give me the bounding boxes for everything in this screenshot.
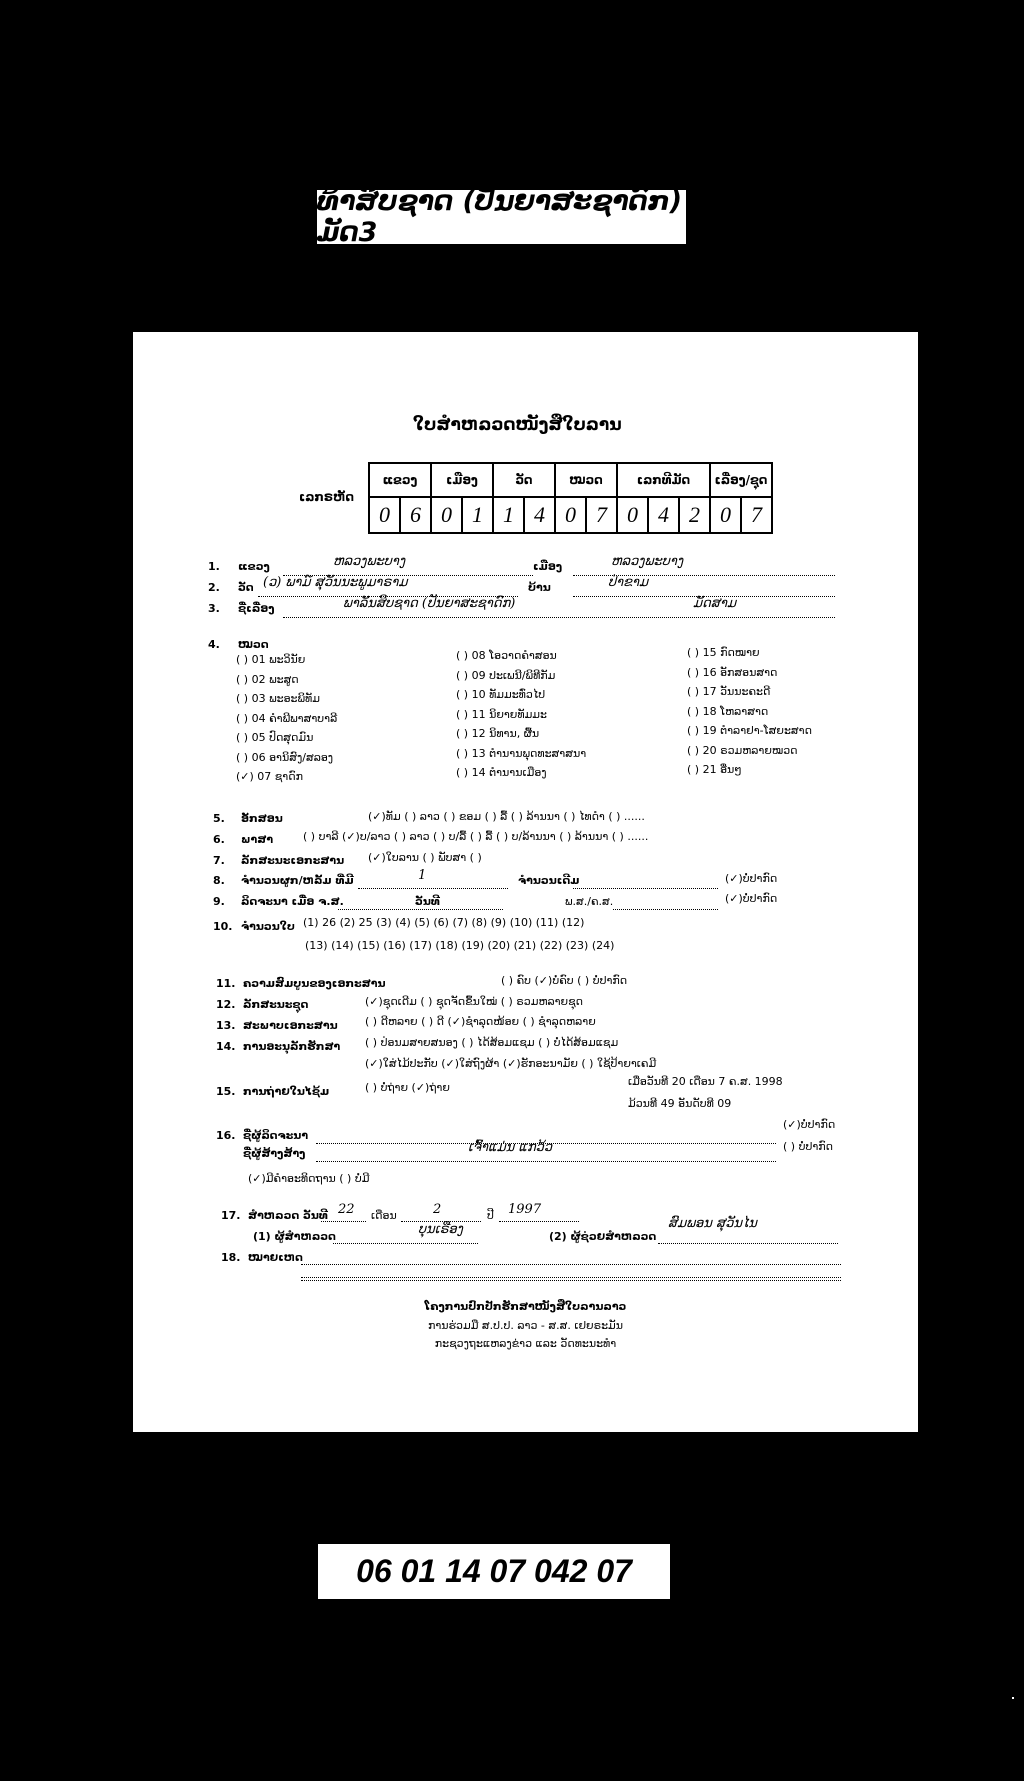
province-value: ຫລວງພະບາງ xyxy=(333,554,406,569)
material-label: ລັກສະນະເອກະສານ xyxy=(241,854,345,867)
category-option[interactable]: ( ) 12 ນິທານ, ຜື້ນ xyxy=(456,727,540,740)
code-digit: 1 xyxy=(462,497,493,533)
bundle-count-label: ຈຳນວນຜູກ/ຫລັ້ມ ທີ່ມີ xyxy=(241,874,354,887)
microfilm-label: ການຖ່າຍໃນໄຊ້ມ xyxy=(243,1085,330,1098)
survey-year-line xyxy=(499,1221,579,1222)
survey-form-sheet xyxy=(133,332,918,1432)
field-number: 13. xyxy=(216,1019,236,1032)
code-digit: 4 xyxy=(524,497,555,533)
survey-date-label: ສໍາຫລວດ ວັນທີ xyxy=(248,1209,328,1222)
condition-label: ສະພາບເອກະສານ xyxy=(243,1019,338,1032)
code-digit: 4 xyxy=(648,497,679,533)
code-digit: 0 xyxy=(431,497,462,533)
microfilm-options[interactable]: ( ) ບໍ່ຖ່າຍ (✓)ຖ່າຍ xyxy=(365,1081,450,1094)
title-value: ພາລັນສິບຊາດ (ປັນຍາສະຊາດົກ) xyxy=(343,596,516,611)
remarks-label: ໝາຍເຫດ xyxy=(248,1251,303,1264)
scribe-option[interactable]: (✓)ບໍ່ປາກົດ xyxy=(783,1118,836,1131)
language-label: ພາສາ xyxy=(241,833,274,846)
remarks-line-1 xyxy=(301,1264,841,1265)
code-digit: 7 xyxy=(741,497,772,533)
survey-year-label: ປີ xyxy=(487,1209,494,1222)
code-header-province: ແຂວງ xyxy=(369,463,431,497)
field-number: 2. xyxy=(208,581,220,594)
category-option[interactable]: ( ) 08 ໂອວາດຄຳສອນ xyxy=(456,649,557,662)
village-label: ບ້ານ xyxy=(528,581,551,594)
category-option[interactable]: ( ) 15 ກົດໝາຍ xyxy=(687,646,760,659)
field-number: 6. xyxy=(213,833,225,846)
code-label: ເລກຣຫັດ xyxy=(299,490,354,504)
donor-label: ຊື່ຜູ້ສ້າງສ້າງ xyxy=(243,1147,306,1160)
code-header-temple: ວັດ xyxy=(493,463,555,497)
completeness-label: ຄວາມສົມບູນຂອງເອກະສານ xyxy=(243,977,386,990)
category-option[interactable]: ( ) 02 ພະສູດ xyxy=(236,672,299,686)
category-option[interactable]: ( ) 18 ໂຫລາສາດ xyxy=(687,704,769,718)
category-option[interactable]: ( ) 05 ປົດສຸດມົນ xyxy=(236,731,314,744)
field-number: 5. xyxy=(213,812,225,825)
code-digit: 6 xyxy=(400,497,431,533)
title-line xyxy=(283,617,835,618)
category-option[interactable]: ( ) 20 ຣວມຫລາຍໝວດ xyxy=(687,743,798,757)
leaf-count-label: ຈຳນວນໃບ xyxy=(241,920,295,933)
field-number: 4. xyxy=(208,638,220,651)
village-value: ປ່າຂາມ xyxy=(608,575,649,590)
category-option[interactable]: ( ) 21 ອື່ນໆ xyxy=(687,763,742,776)
category-column-2 xyxy=(456,646,586,783)
era-line xyxy=(613,909,718,910)
title-label: ຊື່ເລື່ອງ xyxy=(238,602,275,615)
completeness-options[interactable]: ( ) ຄົບ (✓)ບໍ່ຄົບ ( ) ບໍ່ປາກົດ xyxy=(501,974,628,987)
district-label: ເມືອງ xyxy=(533,560,563,573)
code-header-bundle: ເລກທີມັດ xyxy=(617,463,710,497)
code-digit: 2 xyxy=(679,497,710,533)
code-table xyxy=(368,462,773,534)
category-option[interactable]: ( ) 17 ວັນນະຄະດີ xyxy=(687,685,771,698)
original-count-option[interactable]: (✓)ບໍ່ປາກົດ xyxy=(725,872,778,885)
script-options[interactable]: (✓)ທັມ ( ) ລາວ ( ) ຂອມ ( ) ລື້ ( ) ລ້ານນາ ( ) ໄທດໍາ ( ) ...... xyxy=(368,810,645,823)
header-title-label: ທ້າສິບຊາດ (ປັນຍາສະຊາດົກ) ມັດ3 xyxy=(317,190,686,244)
code-header-district: ເມືອງ xyxy=(431,463,493,497)
field-number: 9. xyxy=(213,895,225,908)
assistant-value: ສົມພອນ ສຸວັນໄນ xyxy=(668,1216,757,1231)
assistant-line xyxy=(658,1243,838,1244)
leaf-count-line-2: (13) (14) (15) (16) (17) (18) (19) (20) (21) (22) (23) (24) xyxy=(305,939,615,952)
survey-day-line xyxy=(321,1221,366,1222)
category-option[interactable]: ( ) 03 ພະອະພິທັມ xyxy=(236,692,320,705)
footer-cooperation: ການຮ່ວມມື ສ.ປ.ປ. ລາວ - ສ.ສ. ເຢຍຣະມັນ xyxy=(427,1319,624,1332)
script-label: ອັກສອນ xyxy=(241,812,283,825)
survey-month: 2 xyxy=(433,1202,442,1217)
inscription-date-option[interactable]: (✓)ບໍ່ປາກົດ xyxy=(725,892,778,905)
field-number: 12. xyxy=(216,998,236,1011)
field-number: 11. xyxy=(216,977,236,990)
preservation-options-1[interactable]: ( ) ປ່ອນມສາຍສນອງ ( ) ໄດ້ສ້ອມແຊມ ( ) ບໍ່ໄດ້ສ້ອມແຊມ xyxy=(365,1036,619,1049)
field-number: 16. xyxy=(216,1129,236,1142)
survey-year: 1997 xyxy=(508,1202,542,1217)
condition-options[interactable]: ( ) ດີຫລາຍ ( ) ດີ (✓)ຊຳລຸດໜ້ອຍ ( ) ຊຳລຸດຫລາຍ xyxy=(365,1015,596,1028)
surveyor-value: ບຸນເຣືອງ xyxy=(418,1222,463,1237)
leaf-count-line-1: (1) 26 (2) 25 (3) (4) (5) (6) (7) (8) (9) (10) (11) (12) xyxy=(303,916,585,929)
code-digit: 1 xyxy=(493,497,524,533)
category-option[interactable]: ( ) 06 ອານິສົງ/ສລອງ xyxy=(236,750,334,764)
category-option[interactable]: ( ) 04 ຄຳພີພາສາບາລີ xyxy=(236,711,338,725)
surveyor-label: (1) ຜູ້ສໍາຫລວດ xyxy=(253,1230,336,1243)
microfilm-reel: ມ້ວນທີ 49 ອັນດັບທີ 09 xyxy=(628,1097,732,1110)
code-digit: 0 xyxy=(617,497,648,533)
remarks-line-2 xyxy=(301,1277,841,1278)
category-option[interactable]: ( ) 10 ທັມມະທົ່ວໄປ xyxy=(456,688,546,701)
preservation-label: ການອະນຸລັກຮັກສາ xyxy=(243,1040,341,1053)
district-value: ຫລວງພະບາງ xyxy=(611,554,684,569)
era-label: ພ.ສ./ຄ.ສ. xyxy=(565,895,614,908)
code-digit: 7 xyxy=(586,497,617,533)
bundle-count-value: 1 xyxy=(418,868,427,883)
category-column-1 xyxy=(236,650,337,787)
original-count-line xyxy=(573,888,718,889)
microfilm-date: ເມື່ອວັນທີ 20 ເດືອນ 7 ຄ.ສ. 1998 xyxy=(628,1075,783,1088)
field-number: 14. xyxy=(216,1040,236,1053)
inscription-date-label: ລິດຈະນາ ເມື່ອ ຈ.ສ. xyxy=(241,895,344,908)
footer-ministry: ກະຊວງຖະແຫລງຂ່າວ ແລະ ວັດທະນະທໍາ xyxy=(434,1337,617,1350)
scribe-label: ຊື່ຜູ້ລິດຈະນາ xyxy=(243,1129,309,1142)
inscription-day-label: ວັນທີ xyxy=(415,895,440,908)
field-number: 15. xyxy=(216,1085,236,1098)
inscription-date-line xyxy=(338,909,503,910)
code-digit: 0 xyxy=(555,497,586,533)
set-type-label: ລັກສະນະຊຸດ xyxy=(243,998,309,1011)
donor-line xyxy=(316,1161,776,1162)
category-option[interactable]: ( ) 11 ນິຍາຍທັມມະ xyxy=(456,707,547,721)
category-option[interactable]: ( ) 14 ຕຳນານເມືອງ xyxy=(456,766,547,779)
code-digit: 0 xyxy=(369,497,400,533)
prayer-options[interactable]: (✓)ມີຄໍາອະທິດຖານ ( ) ບໍ່ມີ xyxy=(248,1172,370,1185)
field-number: 18. xyxy=(221,1251,241,1264)
category-option[interactable]: ( ) 16 ອັກສອນສາດ xyxy=(687,665,778,679)
field-number: 3. xyxy=(208,602,220,615)
donor-value: ເຈົ້າແມ່ນ ແກວ້ວ xyxy=(468,1140,553,1155)
field-number: 17. xyxy=(221,1209,241,1222)
code-digit: 0 xyxy=(710,497,741,533)
code-header-story: ເລື່ອງ/ຊຸດ xyxy=(710,463,772,497)
category-option[interactable]: (✓) 07 ຊາດົກ xyxy=(236,770,303,783)
assistant-label: (2) ຜູ້ຊ່ວຍສໍາຫລວດ xyxy=(549,1230,657,1243)
field-number: 8. xyxy=(213,874,225,887)
bundle-count-line xyxy=(358,888,508,889)
province-label: ແຂວງ xyxy=(238,560,270,573)
category-option[interactable]: ( ) 19 ຕຳລາຢາ-ໂສຍະສາດ xyxy=(687,724,812,737)
code-header-category: ໝວດ xyxy=(555,463,617,497)
survey-day: 22 xyxy=(338,1202,355,1217)
remarks-line-3 xyxy=(301,1280,841,1281)
category-label: ໝວດ xyxy=(238,638,269,651)
category-option[interactable]: ( ) 13 ຕຳນານພຸດທະສາສນາ xyxy=(456,746,587,760)
donor-option[interactable]: ( ) ບໍ່ປາກົດ xyxy=(783,1140,833,1153)
field-number: 7. xyxy=(213,854,225,867)
survey-month-label: ເດືອນ xyxy=(371,1209,397,1222)
title-value-bundle: ມັດສາມ xyxy=(693,596,737,611)
category-column-3 xyxy=(687,643,812,780)
original-count-label: ຈຳນວນເດີມ xyxy=(518,874,580,887)
set-type-options[interactable]: (✓)ຊຸດເດີມ ( ) ຊຸດຈັດຂຶ້ນໃໝ່ ( ) ຣວມຫລາຍຊຸດ xyxy=(365,995,584,1008)
bottom-code-label: 06 01 14 07 042 07 xyxy=(318,1544,670,1599)
category-option[interactable]: ( ) 09 ປະເພນີ/ພິທີກັມ xyxy=(456,668,556,682)
preservation-options-2[interactable]: (✓)ໃສ່ໄມ້ປະກັບ (✓)ໃສ່ຖົງຜ້າ (✓)ຮັກອະນາມັຍ ( ) ໃຊ້ປ້າຍາເຄມີ xyxy=(365,1057,657,1070)
footer-project: ໂຄງການປົກປັກຮັກສາໜັງສືໃບລານລາວ xyxy=(424,1300,627,1313)
language-options[interactable]: ( ) ບາລີ (✓)ບ/ລາວ ( ) ລາວ ( ) ບ/ລື້ ( ) ລື້ ( ) ບ/ລ້ານນາ ( ) ລ້ານນາ ( ) ...... xyxy=(303,830,649,843)
category-option[interactable]: ( ) 01 ພະວິນັຍ xyxy=(236,653,306,666)
surveyor-line xyxy=(333,1243,478,1244)
field-number: 10. xyxy=(213,920,233,933)
form-title: ໃບສໍາຫລວດໜັງສືໃບລານ xyxy=(413,415,622,435)
temple-label: ວັດ xyxy=(238,581,254,594)
speck xyxy=(1012,1697,1014,1699)
material-options[interactable]: (✓)ໃບລານ ( ) ພັບສາ ( ) xyxy=(368,851,482,864)
field-number: 1. xyxy=(208,560,220,573)
temple-value: (ວ) ພາມ໌ ສຸວັນນະພູມາຣາມ xyxy=(263,575,408,590)
